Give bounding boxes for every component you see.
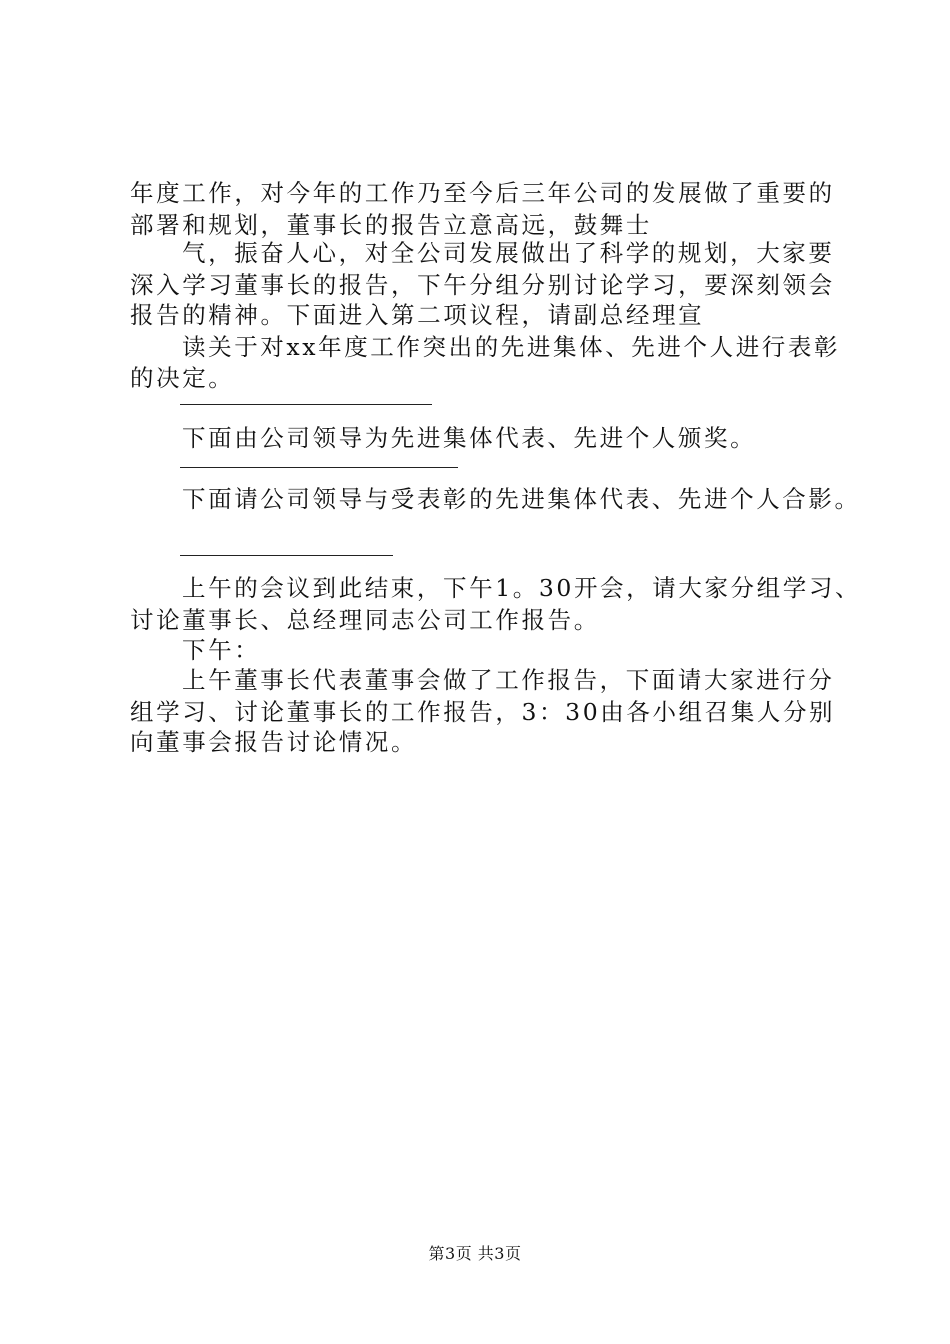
body-line-1: 年度工作，对今年的工作乃至今后三年公司的发展做了重要的 <box>130 179 835 207</box>
body-line-10: 上午的会议到此结束，下午1。30开会，请大家分组学习、 <box>182 574 862 602</box>
body-line-2: 部署和规划，董事长的报告立意高远，鼓舞士 <box>130 211 652 239</box>
blank-rule-1 <box>180 404 432 405</box>
body-line-4: 深入学习董事长的报告，下午分组分别讨论学习，要深刻领会 <box>130 271 835 299</box>
body-line-13: 上午董事长代表董事会做了工作报告，下面请大家进行分 <box>182 666 835 694</box>
blank-rule-2 <box>180 467 458 468</box>
body-line-5: 报告的精神。下面进入第二项议程，请副总经理宣 <box>130 301 705 329</box>
blank-rule-3 <box>180 555 393 556</box>
body-line-15: 向董事会报告讨论情况。 <box>130 728 418 756</box>
body-line-12: 下午： <box>182 636 261 664</box>
body-line-8: 下面由公司领导为先进集体代表、先进个人颁奖。 <box>182 424 757 452</box>
body-line-3: 气，振奋人心，对全公司发展做出了科学的规划，大家要 <box>182 239 835 267</box>
body-line-6: 读关于对xx年度工作突出的先进集体、先进个人进行表彰 <box>182 333 841 361</box>
page-footer: 第3页 共3页 <box>428 1244 522 1263</box>
body-line-11: 讨论董事长、总经理同志公司工作报告。 <box>130 606 600 634</box>
body-line-9: 下面请公司领导与受表彰的先进集体代表、先进个人合影。 <box>182 485 861 513</box>
body-line-7: 的决定。 <box>130 364 235 392</box>
body-line-14: 组学习、讨论董事长的工作报告，3：30由各小组召集人分别 <box>130 698 836 726</box>
